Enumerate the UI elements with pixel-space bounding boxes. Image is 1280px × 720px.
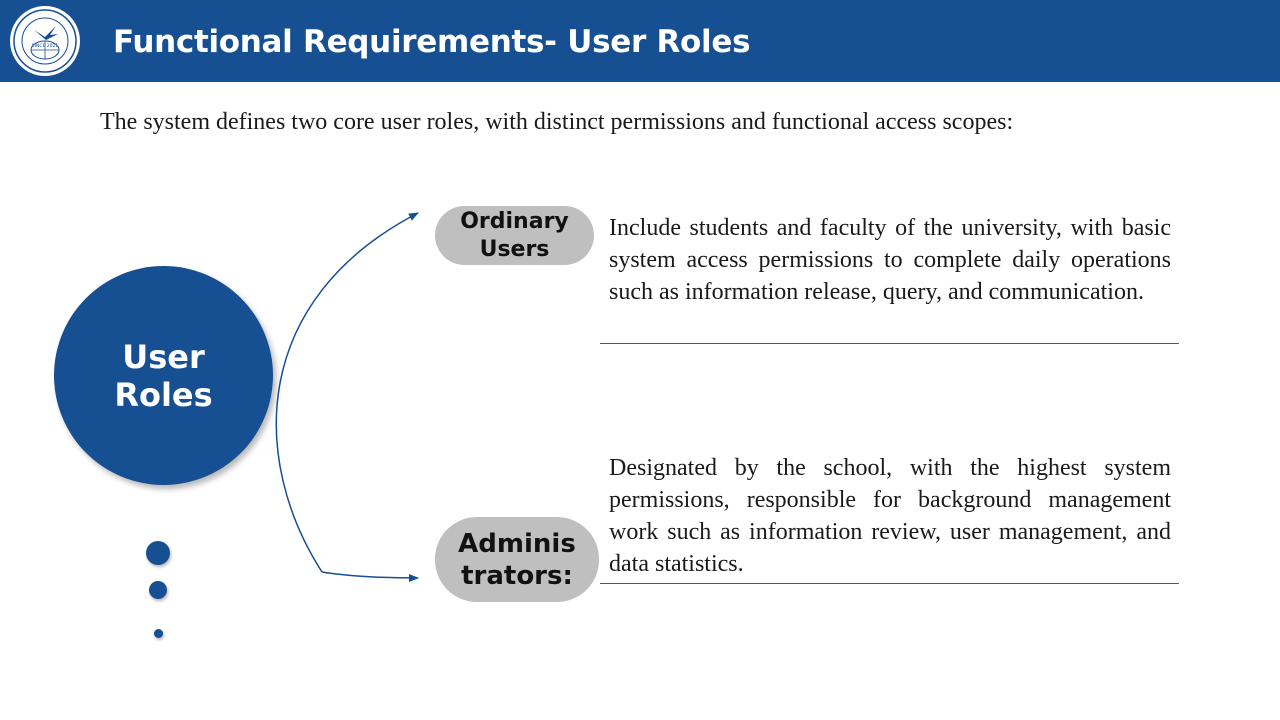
role-pill-administrators	[435, 517, 599, 602]
role-description-administrators: Designated by the school, with the highest system permissions, responsible for background management work such as information review, user management, and data statistics.	[609, 455, 1171, 577]
decorative-dot-medium	[149, 581, 167, 599]
decorative-dot-small	[154, 629, 163, 638]
role-pill-ordinary-users	[435, 206, 594, 265]
arc-to-administrators	[322, 572, 418, 578]
user-roles-circle	[54, 266, 273, 485]
page-title: Functional Requirements- User Roles	[113, 24, 751, 60]
arc-to-ordinary-users	[276, 213, 418, 572]
role-name: Adminis trators:	[458, 528, 576, 591]
role-description-ordinary-users: Include students and faculty of the university, with basic system access permissions to complete daily operations such as information release, query, and communication.	[609, 215, 1171, 305]
user-roles-label: User Roles	[114, 337, 213, 414]
role-name: Ordinary Users	[460, 208, 569, 262]
intro-text: The system defines two core user roles, with distinct permissions and functional access scopes:	[100, 109, 1014, 135]
divider-line	[600, 583, 1179, 584]
logo-text: SINCE 2021	[31, 44, 59, 49]
decorative-dot-large	[146, 541, 170, 565]
divider-line	[600, 343, 1179, 344]
